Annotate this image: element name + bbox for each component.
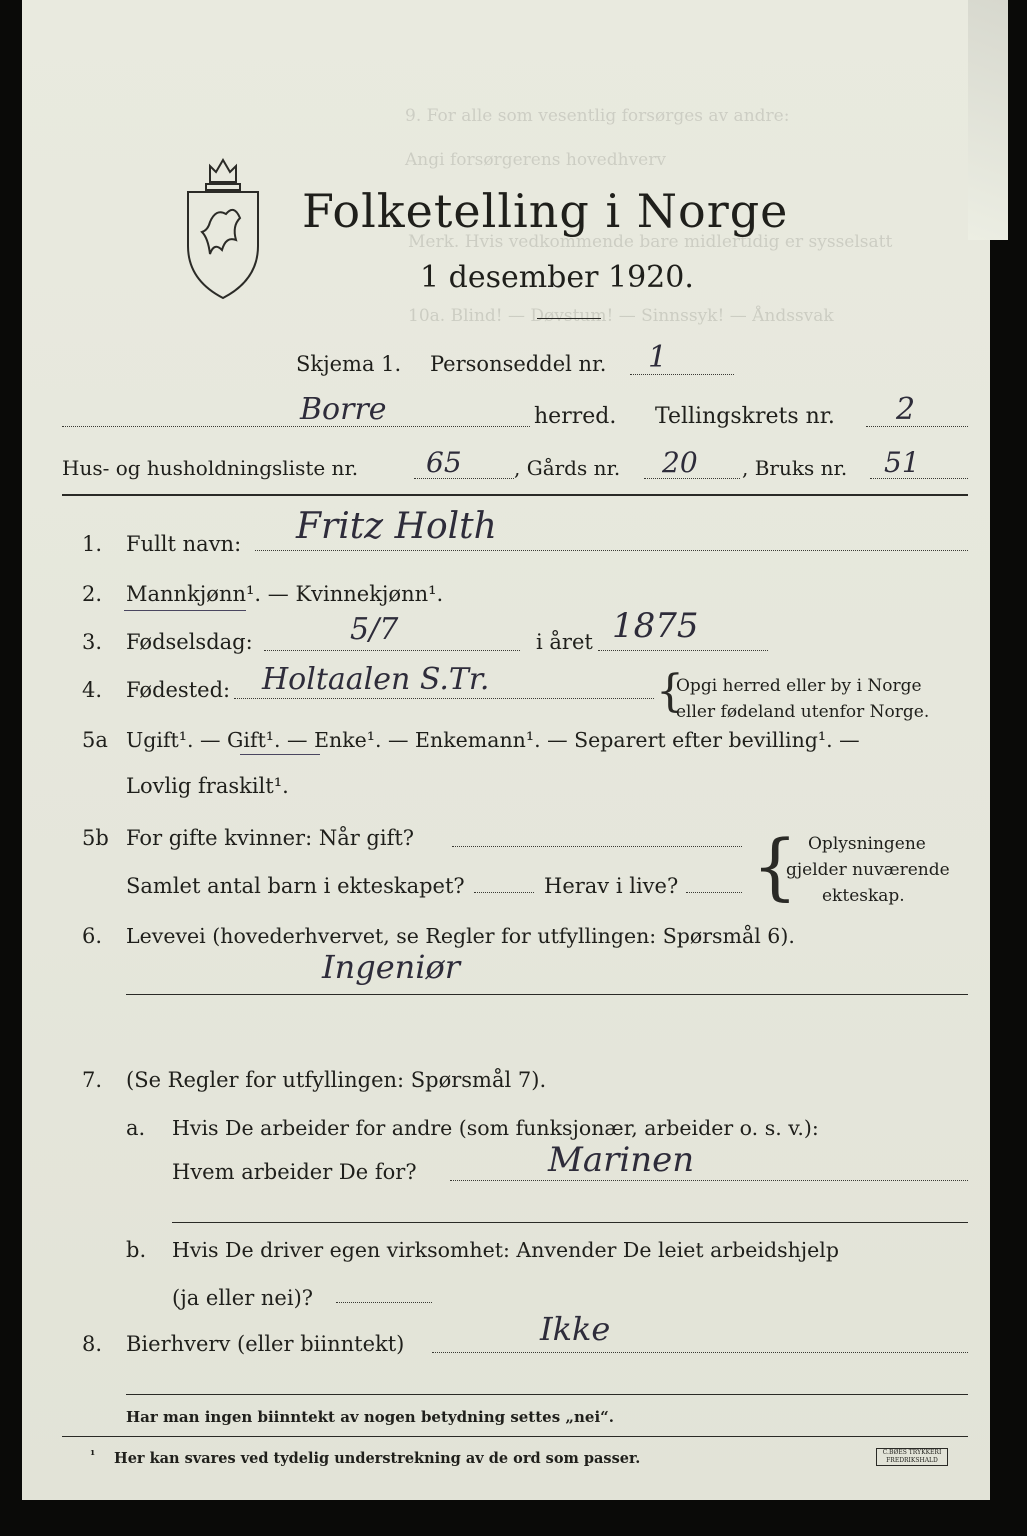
q5b-married-line bbox=[452, 846, 742, 847]
q1-line bbox=[255, 550, 968, 551]
q6-label: Levevei (hovederhvervet, se Regler for utfyllingen: Spørsmål 6). bbox=[126, 924, 795, 948]
q8-number: 8. bbox=[82, 1332, 103, 1356]
q5b-brace: { bbox=[752, 824, 798, 908]
q4-line bbox=[234, 698, 654, 699]
q7b-letter: b. bbox=[126, 1238, 147, 1262]
q7b-line bbox=[336, 1302, 432, 1303]
q7a-letter: a. bbox=[126, 1116, 146, 1140]
q8-value: Ikke bbox=[540, 1310, 611, 1348]
gards-label: , Gårds nr. bbox=[514, 456, 621, 480]
q1-number: 1. bbox=[82, 532, 103, 556]
q5a-underline bbox=[240, 754, 320, 755]
hus-label: Hus- og husholdningsliste nr. bbox=[62, 456, 359, 480]
hus-value: 65 bbox=[426, 446, 462, 479]
footer-divider bbox=[62, 1436, 968, 1437]
personseddel-line bbox=[630, 374, 734, 375]
footer-note: Har man ingen biinntekt av nogen betydning settes „nei“. bbox=[126, 1408, 615, 1426]
q5b-note-line1: Oplysningene bbox=[808, 834, 926, 854]
q7a-line2: Hvem arbeider De for? bbox=[172, 1160, 417, 1184]
bleed-text: Angi forsørgerens hovedhverv bbox=[405, 150, 666, 170]
q5b-note-line2: gjelder nuværende bbox=[786, 860, 950, 880]
q3-number: 3. bbox=[82, 630, 103, 654]
tellingskrets-value: 2 bbox=[896, 392, 916, 427]
gards-value: 20 bbox=[662, 446, 698, 479]
q6-number: 6. bbox=[82, 924, 103, 948]
tellingskrets-label: Tellingskrets nr. bbox=[655, 404, 835, 429]
q7-label: (Se Regler for utfyllingen: Spørsmål 7). bbox=[126, 1068, 547, 1092]
bleed-text: 10a. Blind! — Døvstum! — Sinnssyk! — Åndssvak bbox=[408, 306, 834, 326]
header-divider bbox=[62, 494, 968, 496]
q7a-line bbox=[450, 1180, 968, 1181]
q3-year-line bbox=[598, 650, 768, 651]
coat-of-arms-icon bbox=[180, 142, 266, 302]
printer-stamp: C.BØES TRYKKERI FREDRIKSHALD bbox=[876, 1448, 948, 1466]
herred-line bbox=[62, 426, 530, 427]
q5b-label3: Herav i live? bbox=[544, 874, 679, 898]
q3-label: Fødselsdag: bbox=[126, 630, 253, 654]
q7b-line1: Hvis De driver egen virksomhet: Anvender De leiet arbeidshjelp bbox=[172, 1238, 839, 1262]
tellingskrets-line bbox=[866, 426, 968, 427]
herred-label: herred. bbox=[534, 404, 617, 429]
q3-day-value: 5/7 bbox=[350, 612, 399, 647]
q5a-number: 5a bbox=[82, 728, 108, 752]
census-date: 1 desember 1920. bbox=[420, 260, 694, 295]
q1-value: Fritz Holth bbox=[296, 506, 497, 547]
q3-day-line bbox=[264, 650, 520, 651]
q1-label: Fullt navn: bbox=[126, 532, 242, 556]
bruks-label: , Bruks nr. bbox=[742, 456, 848, 480]
q7a-line1: Hvis De arbeider for andre (som funksjonær, arbeider o. s. v.): bbox=[172, 1116, 819, 1140]
personseddel-label: Personseddel nr. bbox=[430, 352, 607, 376]
q8-line bbox=[432, 1352, 968, 1353]
q4-label: Fødested: bbox=[126, 678, 231, 702]
q5b-label2: Samlet antal barn i ekteskapet? bbox=[126, 874, 465, 898]
page-title: Folketelling i Norge bbox=[302, 184, 789, 238]
q5b-number: 5b bbox=[82, 826, 109, 850]
q7b-line2: (ja eller nei)? bbox=[172, 1286, 314, 1310]
q6-value: Ingeniør bbox=[322, 948, 461, 986]
q2-label: Mannkjønn¹. — Kvinnekjønn¹. bbox=[126, 582, 444, 606]
q4-note-line2: eller fødeland utenfor Norge. bbox=[676, 702, 930, 722]
bruks-value: 51 bbox=[884, 446, 920, 479]
q2-underline bbox=[124, 610, 246, 611]
q3-year-label: i året bbox=[536, 630, 593, 654]
paper-fold bbox=[968, 0, 1008, 240]
q5b-alive-line bbox=[686, 892, 742, 893]
q3-year-value: 1875 bbox=[612, 606, 699, 646]
q4-brace: { bbox=[656, 666, 684, 717]
q8-label: Bierhverv (eller biinntekt) bbox=[126, 1332, 405, 1356]
skjema-label: Skjema 1. bbox=[296, 352, 402, 376]
q8-extra-line bbox=[126, 1394, 968, 1395]
bleed-text: 9. For alle som vesentlig forsørges av andre: bbox=[405, 106, 790, 126]
q5a-line2: Lovlig fraskilt¹. bbox=[126, 774, 289, 798]
personseddel-value: 1 bbox=[648, 340, 668, 375]
q4-note-line1: Opgi herred eller by i Norge bbox=[676, 676, 922, 696]
q5b-children-line bbox=[474, 892, 534, 893]
q5a-line1: Ugift¹. — Gift¹. — Enke¹. — Enkemann¹. — Separert efter bevilling¹. — bbox=[126, 728, 860, 752]
bleed-text: Merk. Hvis vedkommende bare midlertidig er sysselsatt bbox=[408, 232, 893, 252]
q5b-note-line3: ekteskap. bbox=[822, 886, 905, 906]
herred-value: Borre bbox=[300, 392, 387, 427]
title-divider bbox=[537, 318, 601, 319]
footnote-mark: ¹ bbox=[90, 1448, 96, 1462]
q2-number: 2. bbox=[82, 582, 103, 606]
q7-number: 7. bbox=[82, 1068, 103, 1092]
q6-line bbox=[126, 994, 968, 995]
q5b-label1: For gifte kvinner: Når gift? bbox=[126, 826, 415, 850]
q4-value: Holtaalen S.Tr. bbox=[262, 662, 490, 697]
q7a-extra-line bbox=[172, 1222, 968, 1223]
q4-number: 4. bbox=[82, 678, 103, 702]
q7a-value: Marinen bbox=[548, 1140, 695, 1180]
footnote-text: Her kan svares ved tydelig understrekning av de ord som passer. bbox=[114, 1450, 641, 1467]
